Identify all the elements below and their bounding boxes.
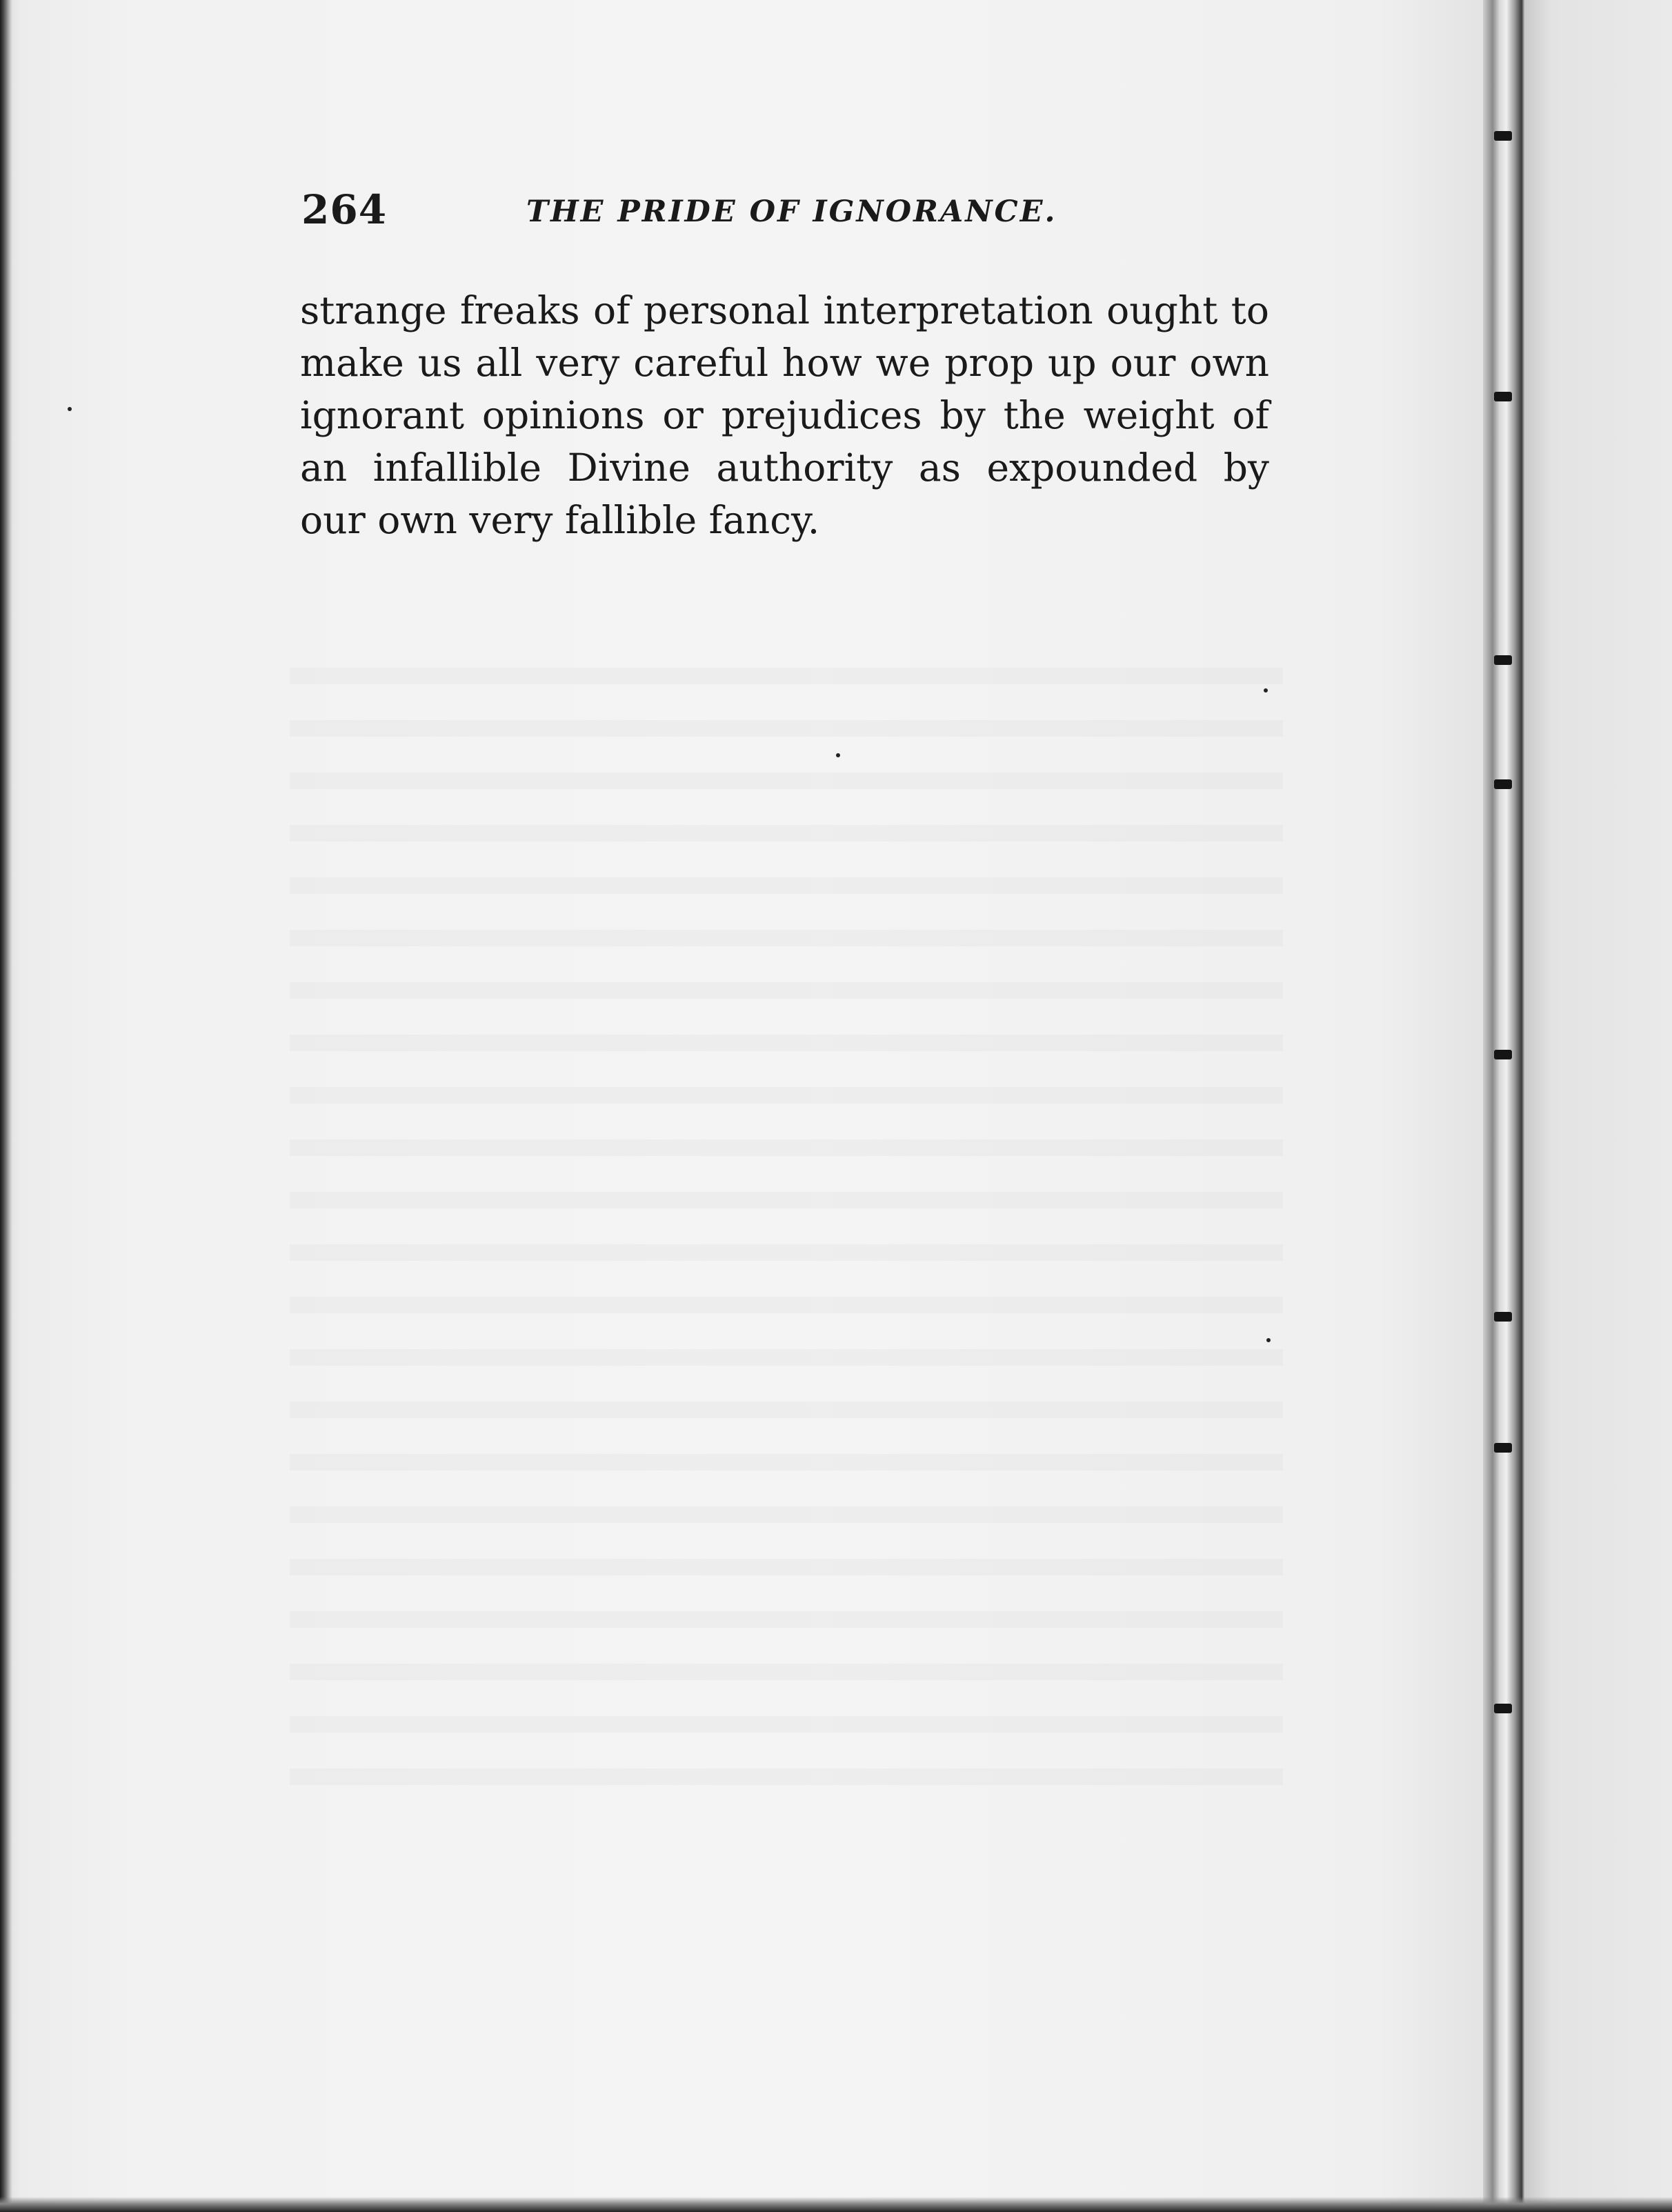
page-bottom-edge <box>0 2197 1672 2212</box>
binding-stitch <box>1494 655 1512 665</box>
text-line: strange freaks of personal interpretation ought to <box>300 288 1269 332</box>
dust-speck <box>68 407 72 411</box>
dust-speck <box>1266 1338 1271 1342</box>
running-title: THE PRIDE OF IGNORANCE. <box>526 195 1057 229</box>
book-gutter <box>1483 0 1524 2212</box>
text-line: our own very fallible fancy. <box>300 498 820 542</box>
binding-stitch <box>1494 131 1512 141</box>
text-line: ignorant opinions or prejudices by the weight of <box>300 393 1269 437</box>
binding-stitch <box>1494 1050 1512 1059</box>
facing-page-edge <box>1524 0 1672 2212</box>
binding-stitch <box>1494 1312 1512 1322</box>
binding-stitch <box>1494 1443 1512 1453</box>
dust-speck <box>836 753 840 757</box>
dust-speck <box>1264 688 1268 693</box>
text-line: make us all very careful how we prop up our own <box>300 341 1269 385</box>
page-left-edge <box>0 0 12 2212</box>
bleed-through-text <box>290 641 1283 1814</box>
page-number: 264 <box>301 186 388 233</box>
body-paragraph <box>300 284 1269 546</box>
binding-stitch <box>1494 779 1512 789</box>
text-line: an infallible Divine authority as expounded by <box>300 446 1269 490</box>
running-head <box>301 186 1060 235</box>
binding-stitch <box>1494 392 1512 401</box>
binding-stitch <box>1494 1704 1512 1713</box>
